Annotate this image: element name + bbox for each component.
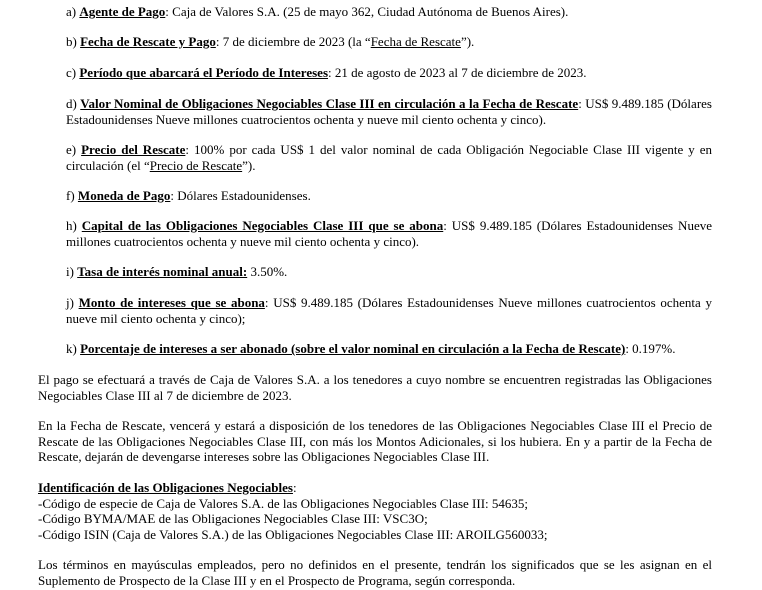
code-line-byma-mae: -Código BYMA/MAE de las Obligaciones Negociables Clase III: VSC3O;	[38, 511, 428, 526]
item-text: : US$ 9.489.185 (Dólares Estadounidenses Nueve millones cuatrocientos ochenta y nueve mil ciento ochenta y cinco).	[66, 218, 712, 249]
item-prefix: k)	[66, 341, 81, 356]
item-term: Fecha de Rescate y Pago	[80, 34, 216, 49]
item-text: : 7 de diciembre de 2023 (la “	[215, 34, 371, 49]
item-term: Capital de las Obligaciones Negociables Clase III que se abona	[81, 218, 444, 233]
item-capital	[66, 218, 712, 249]
item-precio-del-rescate	[66, 142, 712, 173]
item-term: Porcentaje de intereses a ser abonado (sobre el valor nominal en circulación a la Fecha de Rescate)	[80, 341, 626, 356]
defined-term: Precio de Rescate	[149, 157, 243, 173]
item-periodo-intereses	[66, 65, 712, 81]
identification-heading: Identificación de las Obligaciones Negociables	[38, 480, 293, 495]
item-term: Agente de Pago	[79, 4, 166, 19]
item-prefix: f)	[66, 188, 78, 203]
item-term: Tasa de interés nominal anual:	[77, 264, 248, 279]
item-prefix: h)	[66, 218, 82, 233]
heading-colon: :	[292, 480, 297, 495]
item-tasa-de-interes	[66, 264, 712, 280]
item-text: : Caja de Valores S.A. (25 de mayo 362, Ciudad Autónoma de Buenos Aires).	[165, 4, 569, 19]
item-text: ”).	[242, 157, 256, 173]
item-text: : Dólares Estadounidenses.	[170, 188, 311, 203]
item-prefix: e)	[66, 142, 82, 157]
item-prefix: i)	[66, 264, 78, 279]
item-text: ”).	[460, 34, 475, 49]
item-prefix: a)	[66, 4, 80, 19]
item-term: Precio del Rescate	[81, 142, 186, 157]
closing-paragraph: Los términos en mayúsculas empleados, pero no definidos en el presente, tendrán los significados que se les asignan en el Suplemento de Prospecto de la Clase III y en el Prospecto de Programa, según corresponda.	[38, 557, 712, 588]
item-text: 3.50%.	[247, 264, 288, 279]
code-line-especie: -Código de especie de Caja de Valores S.A. de las Obligaciones Negociables Clase III: 54635;	[38, 495, 529, 511]
item-prefix: c)	[66, 65, 80, 80]
item-term: Moneda de Pago	[77, 188, 171, 203]
item-text: : 21 de agosto de 2023 al 7 de diciembre de 2023.	[328, 65, 587, 80]
item-term: Valor Nominal de Obligaciones Negociables Clase III en circulación a la Fecha de Rescate	[80, 96, 579, 111]
defined-term: Fecha de Rescate	[370, 34, 461, 49]
item-text: : 100% por cada US$ 1 del valor nominal de cada Obligación Negociable Clase III vigente y en circulación (el “	[66, 142, 713, 173]
item-prefix: d)	[66, 96, 81, 111]
item-fecha-de-rescate	[66, 34, 712, 50]
item-valor-nominal	[66, 96, 712, 127]
item-text: : US$ 9.489.185 (Dólares Estadounidenses Nueve millones cuatrocientos ochenta y nueve mil ciento ochenta y cinco).	[66, 96, 712, 127]
item-prefix: j)	[66, 295, 79, 310]
item-term: Período que abarcará el Período de Intereses	[79, 65, 329, 80]
item-text: : 0.197%.	[625, 341, 676, 356]
payment-paragraph: El pago se efectuará a través de Caja de Valores S.A. a los tenedores a cuyo nombre se encuentren registradas las Obligaciones Negociables Clase III al 7 de diciembre de 2023.	[38, 372, 712, 403]
item-monto-de-intereses	[66, 295, 712, 326]
item-text: : US$ 9.489.185 (Dólares Estadounidenses Nueve millones cuatrocientos ochenta y nueve mil ciento ochenta y cinco);	[66, 295, 712, 326]
code-line-isin: -Código ISIN (Caja de Valores S.A.) de las Obligaciones Negociables Clase III: AROILG560033;	[38, 526, 548, 542]
identification-heading-line	[38, 480, 712, 496]
redemption-paragraph: En la Fecha de Rescate, vencerá y estará a disposición de los tenedores de las Obligaciones Negociables Clase III el Precio de Rescate de las Obligaciones Negociables Clase III, con más los Montos Adicionales, si los hubiera. En y a partir de la Fecha de Rescate, dejarán de devengarse intereses sobre las Obligaciones Negociables Clase III.	[38, 418, 712, 464]
item-agente-de-pago	[66, 4, 712, 20]
identification-section	[38, 480, 712, 542]
item-prefix: b)	[66, 34, 81, 49]
item-porcentaje-intereses	[66, 341, 712, 357]
item-moneda-de-pago	[66, 188, 712, 204]
item-term: Monto de intereses que se abona	[78, 295, 265, 310]
